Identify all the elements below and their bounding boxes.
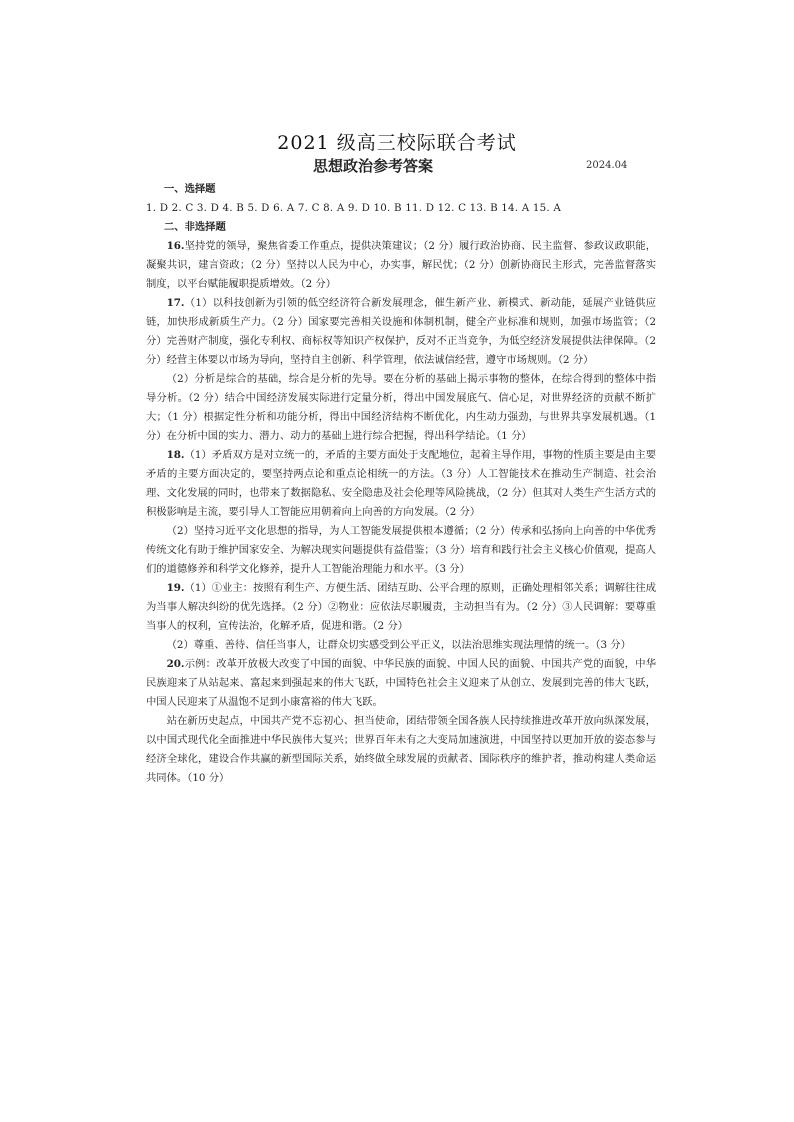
choice-answers: 1. D 2. C 3. D 4. B 5. D 6. A 7. C 8. A 9. D 10. B 11. D 12. C 13. B 14. A 15. A xyxy=(146,202,561,214)
section-heading-nonchoice: 二、非选择题 xyxy=(164,221,226,233)
subject-subtitle: 思想政治参考答案 xyxy=(313,157,434,175)
answer-content xyxy=(146,180,656,788)
answer-text: 示例：改革开放极大改变了中国的面貌、中华民族的面貌、中国人民的面貌、中国共产党的面貌，中华民族迎来了从站起来、富起来到强起来的伟大飞跃，中国特色社会主义迎来了从创立、发展到完善的伟大飞跃，中国人民迎来了从温饱不足到小康富裕的伟大飞跃。 xyxy=(146,658,656,708)
exam-title: 2021 级高三校际联合考试 xyxy=(277,132,517,154)
question-19-part-2: （2）尊重、善待、信任当事人，让群众切实感受到公平正义，以法治思维实现法理情的统一。（3 分） xyxy=(166,639,631,651)
question-number: 20. xyxy=(166,658,185,670)
question-number: 19. xyxy=(166,582,185,594)
question-18-part-2: （2）坚持习近平文化思想的指导，为人工智能发展提供根本遵循；（2 分）传承和弘扬向上向善的中华优秀传统文化有助于维护国家安全、为解决现实问题提供有益借鉴；（3 分）培育和践行社会主义核心价值观，提高人们的道德修养和科学文化修养，提升人工智能治理能力和水平。（3 分） xyxy=(146,525,656,575)
question-20-part-1 xyxy=(146,655,656,712)
question-number: 18. xyxy=(166,449,185,461)
question-17-part-2: （2）分析是综合的基础，综合是分析的先导。要在分析的基础上揭示事物的整体，在综合得到的整体中指导分析。（2 分）结合中国经济发展实际进行定量分析，得出中国发展底气、信心足，对世界经济的贡献不断扩大；（1 分）根据定性分析和功能分析，得出中国经济结构不断优化，内生动力强劲，与世界共享发展机遇。（1 分）在分析中国的实力、潜力、动力的基础上进行综合把握，得出科学结论。（1 分） xyxy=(146,373,656,442)
question-16 xyxy=(146,237,656,294)
question-18-part-1 xyxy=(146,446,656,522)
section-heading-choice: 一、选择题 xyxy=(164,183,216,195)
answer-text: （1）以科技创新为引领的低空经济符合新发展理念，催生新产业、新模式、新动能，延展产业链供应链，加快形成新质生产力。（2 分）国家要完善相关设施和体制机制，健全产业标准和规则，加强市场监管；（2 分）完善财产制度，强化专利权、商标权等知识产权保护，反对不正当竞争，为低空经济发展提供法律保障。（2 分）经营主体要以市场为导向，坚持自主创新、科学管理，依法诚信经营，遵守市场规则。（2 分） xyxy=(146,297,656,366)
exam-date: 2024.04 xyxy=(586,160,628,171)
answer-text: 坚持党的领导，聚焦省委工作重点，提供决策建议；（2 分）履行政治协商、民主监督、参政议政职能，凝聚共识，建言资政；（2 分）坚持以人民为中心，办实事，解民忧；（2 分）创新协商民主形式，完善监督落实制度，以平台赋能履职提质增效。（2 分） xyxy=(146,240,656,290)
question-20-part-2: 站在新历史起点，中国共产党不忘初心、担当使命，团结带领全国各族人民持续推进改革开放向纵深发展，以中国式现代化全面推进中华民族伟大复兴；世界百年未有之大变局加速演进，中国坚持以更加开放的姿态参与经济全球化，建设合作共赢的新型国际关系，始终做全球发展的贡献者、国际秩序的维护者，推动构建人类命运共同体。（10 分） xyxy=(146,715,656,784)
answer-text: （1）①业主：按照有利生产、方便生活、团结互助、公平合理的原则，正确处理相邻关系；调解往往成为当事人解决纠纷的优先选择。（2 分）②物业：应依法尽职履责，主动担当有为。（2 分）③人民调解：要尊重当事人的权利，宣传法治，化解矛盾，促进和谐。（2 分） xyxy=(146,582,656,632)
question-17-part-1 xyxy=(146,294,656,370)
question-19-part-1 xyxy=(146,579,656,636)
answer-text: （1）矛盾双方是对立统一的，矛盾的主要方面处于支配地位，起着主导作用，事物的性质主要是由主要矛盾的主要方面决定的，要坚持两点论和重点论相统一的方法。（3 分）人工智能技术在推动生产制造、社会治理、文化发展的同时，也带来了数据隐私、安全隐患及社会伦理等风险挑战，（2 分）但其对人类生产生活方式的积极影响是主流，要引导人工智能应用朝着向上向善的方向发展。（2 分） xyxy=(146,449,656,518)
question-number: 17. xyxy=(166,297,185,309)
question-number: 16. xyxy=(166,240,185,252)
